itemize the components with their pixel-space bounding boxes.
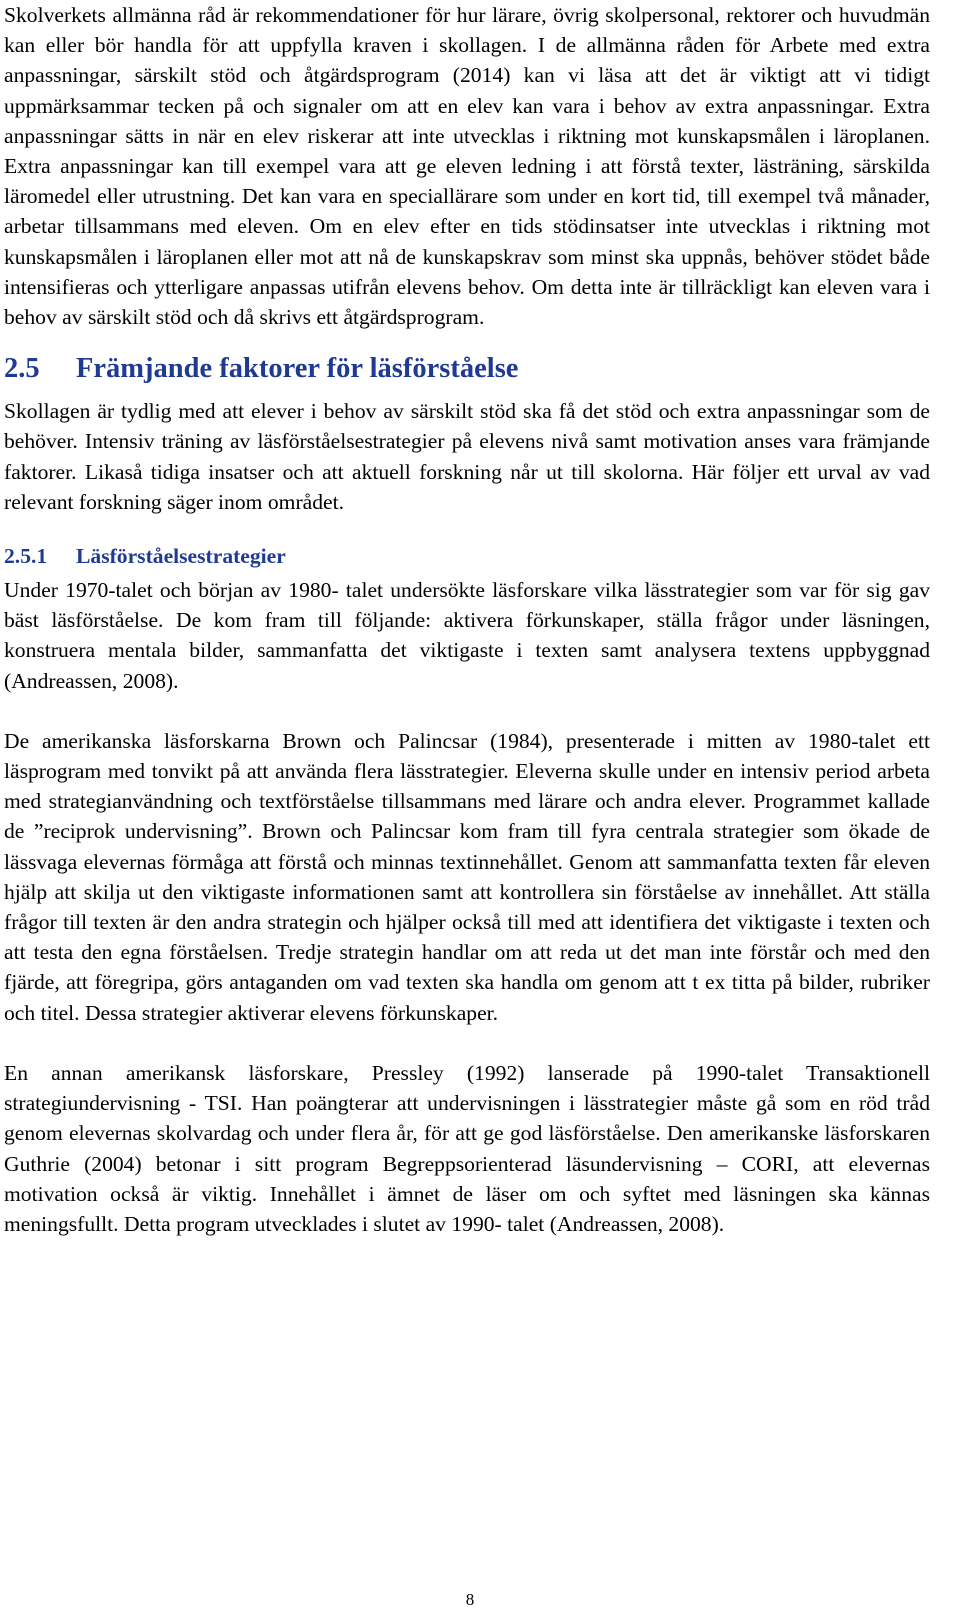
section-paragraph: Skollagen är tydlig med att elever i behov av särskilt stöd ska få det stöd och extra anpassningar som de behöver. Intensiv träning av läsförståelsestrategier på elevens nivå samt motivation anses vara främjande faktorer. Likaså tidiga insatser och att aktuell forskning når ut till skolorna. Här följer ett urval av vad relevant forskning säger inom området. [4, 399, 930, 514]
intro-paragraph: Skolverkets allmänna råd är rekommendationer för hur lärare, övrig skolpersonal, rektorer och huvudmän kan eller bör handla för att uppfylla kraven i skollagen. I de allmänna råden för Arbete med extra anpassningar, särskilt stöd och åtgärdsprogram (2014) kan vi läsa att det är viktigt att vi tidigt uppmärksammar tecken på och signaler om att en elev kan vara i behov av extra anpassningar. Extra anpassningar sätts in när en elev riskerar att inte utvecklas i riktning mot kunskapsmålen i läroplanen. Extra anpassningar kan till exempel vara att ge eleven ledning i att förstå texter, lästräning, särskilda läromedel eller utrustning. Det kan vara en speciallärare som under en kort tid, till exempel två månader, arbetar tillsammans med eleven. Om en elev efter en tids stödinsatser inte utvecklas i riktning mot kunskapsmålen i läroplanen eller mot att nå de kunskapskrav som minst ska uppnås, behöver stödet både intensifieras och ytterligare anpassas utifrån elevens behov. Om detta inte är tillräckligt kan eleven vara i behov av särskilt stöd och då skrivs ett åtgärdsprogram. [4, 3, 930, 330]
subsection-title: Läsförståelsestrategier [76, 544, 286, 569]
section-number: 2.5 [4, 353, 40, 385]
subsection-paragraph-3: En annan amerikansk läsforskare, Pressley (1992) lanserade på 1990-talet Transaktionell strategiundervisning - TSI. Han poängterar att undervisningen i lässtrategier måste gå som en röd tråd genom elevernas skolvardag och under flera år, för att ge god läsförståelse. Den amerikanske läsforskaren Guthrie (2004) betonar i sitt program Begreppsorienterad läsundervisning – CORI, att elevernas motivation också är viktig. Innehållet i ämnet de läser om och syftet med läsningen ska kännas meningsfullt. Detta program utvecklades i slutet av 1990- talet (Andreassen, 2008). [4, 1060, 930, 1236]
document-page [4, 0, 930, 1239]
section-title: Främjande faktorer för läsförståelse [76, 353, 519, 385]
subsection-paragraph-2: De amerikanska läsforskarna Brown och Palincsar (1984), presenterade i mitten av 1980-talet ett läsprogram med tonvikt på att använda flera lässtrategier. Eleverna skulle under en intensiv period arbeta med strategianvändning och textförståelse tillsammans med lärare och andra elever. Programmet kallade de ”reciprok undervisning”. Brown och Palincsar kom fram till fyra centrala strategier som ökade de lässvaga elevernas förmåga att förstå och minnas textinnehållet. Genom att sammanfatta texten får eleven hjälp att skilja ut den viktigaste informationen samt att kontrollera sin förståelse av innehållet. Att ställa frågor till texten är den andra strategin och hjälper också till med att identifiera det viktigaste i texten och att testa den egna förståelsen. Tredje strategin handlar om att reda ut det man inte förstår och med den fjärde, att föregripa, görs antaganden om vad texten ska handla om genom att t ex titta på bilder, rubriker och titel. Dessa strategier aktiverar elevens förkunskaper. [4, 728, 930, 1025]
subsection-number: 2.5.1 [4, 544, 48, 569]
section-heading [4, 352, 930, 386]
page-number: 8 [465, 1590, 475, 1609]
subsection-paragraph-1: Under 1970-talet och början av 1980- talet undersökte läsforskare vilka lässtrategier som var för sig gav bäst läsförståelse. De kom fram till följande: aktivera förkunskaper, ställa frågor under läsningen, konstruera mentala bilder, sammanfatta det viktigaste i texten samt analysera textens uppbyggnad (Andreassen, 2008). [4, 578, 930, 693]
subsection-heading [4, 541, 930, 571]
